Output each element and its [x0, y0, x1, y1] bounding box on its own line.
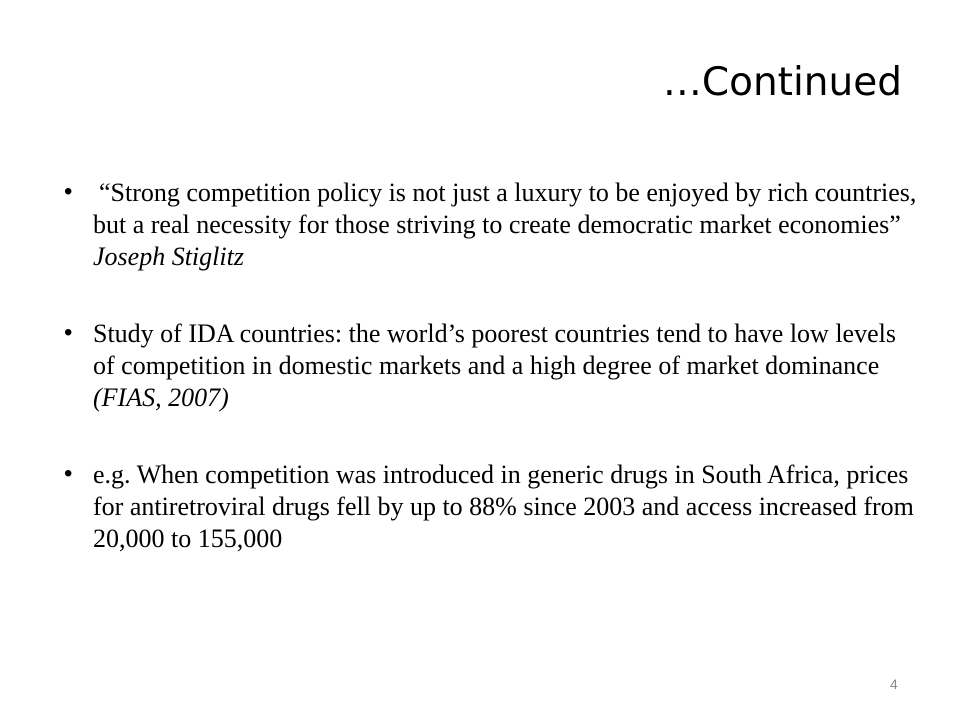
slide-title: …Continued	[662, 60, 902, 105]
page-number: 4	[890, 676, 898, 692]
bullet-text: e.g. When competition was introduced in generic drugs in South Africa, prices for antiretroviral drugs fell by up to 88% since 2003 and access increased from 20,000 to 155,000	[93, 460, 914, 553]
bullet-citation: Joseph Stiglitz	[93, 242, 244, 271]
bullet-item-stiglitz-quote	[62, 177, 922, 273]
bullet-dot-icon: •	[64, 460, 73, 487]
bullet-dot-icon: •	[64, 319, 73, 346]
bullet-item-south-africa-example	[62, 459, 922, 555]
bullet-list	[62, 177, 922, 600]
bullet-text: Study of IDA countries: the world’s poorest countries tend to have low levels of competition in domestic markets and a high degree of market dominance	[93, 319, 896, 380]
bullet-text: “Strong competition policy is not just a luxury to be enjoyed by rich countries, but a real necessity for those striving to create democratic market economies”	[93, 178, 917, 239]
bullet-item-ida-study	[62, 318, 922, 414]
bullet-citation: (FIAS, 2007)	[93, 383, 229, 412]
bullet-dot-icon: •	[64, 178, 73, 205]
